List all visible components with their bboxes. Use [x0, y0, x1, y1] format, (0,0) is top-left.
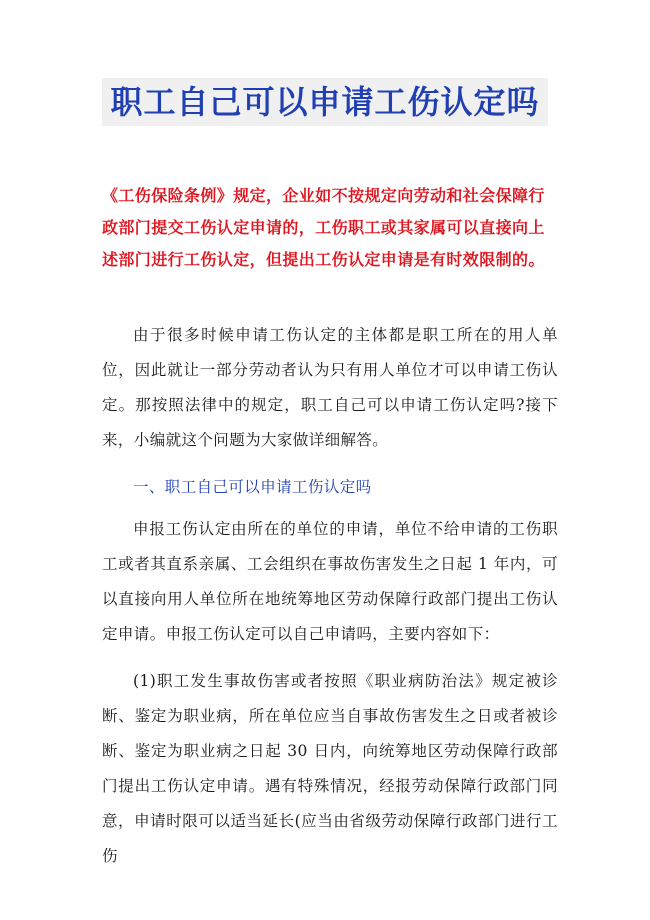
document-title: 职工自己可以申请工伤认定吗 [102, 78, 547, 126]
lead-paragraph: 《工伤保险条例》规定，企业如不按规定向劳动和社会保障行政部门提交工伤认定申请的，工伤职工或其家属可以直接向上述部门进行工伤认定，但提出工伤认定申请是有时效限制的。 [102, 186, 545, 269]
body-paragraph-application: 申报工伤认定由所在的单位的申请，单位不给申请的工伤职工或者其直系亲属、工会组织在事故伤害发生之日起 1 年内，可以直接向用人单位所在地统筹地区劳动保障行政部门提出工伤认定申请。申报工伤认定可以自己申请吗，主要内容如下： [102, 520, 558, 643]
title-container [0, 78, 650, 126]
section-heading: 一、职工自己可以申请工伤认定吗 [133, 478, 372, 496]
body-paragraph-item-1: (1)职工发生事故伤害或者按照《职业病防治法》规定被诊断、鉴定为职业病，所在单位应当自事故伤害发生之日或者被诊断、鉴定为职业病之日起 30 日内，向统筹地区劳动保障行政部门提出工伤认定申请。遇有特殊情况，经报劳动保障行政部门同意，申请时限可以适当延长(应当由省级劳动保障行政部门进行工伤 [102, 672, 558, 865]
body-paragraph-intro: 由于很多时候申请工伤认定的主体都是职工所在的用人单位，因此就让一部分劳动者认为只有用人单位才可以申请工伤认定。那按照法律中的规定，职工自己可以申请工伤认定吗?接下来，小编就这个问题为大家做详细解答。 [102, 326, 558, 449]
